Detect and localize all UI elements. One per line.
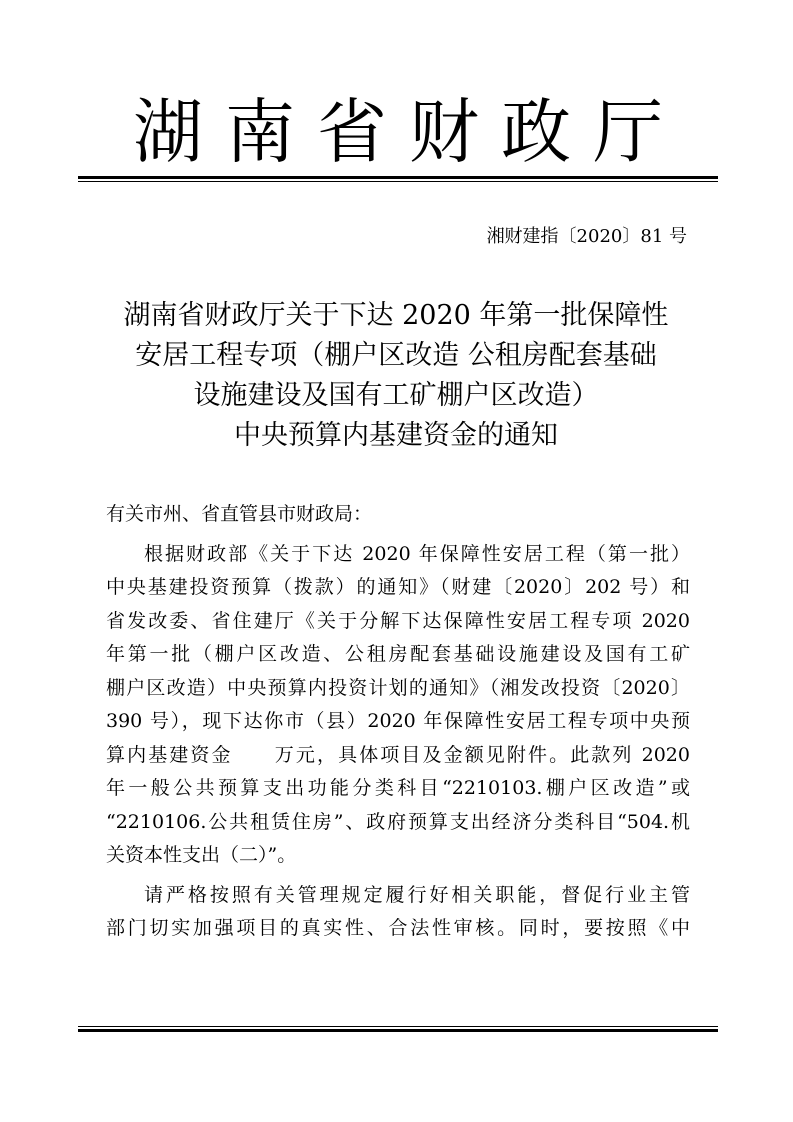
header-rule-thick bbox=[78, 176, 718, 179]
document-body bbox=[106, 498, 690, 946]
paragraph-2 bbox=[106, 879, 690, 946]
paragraph-line: 根据财政部《关于下达 2020 年保障性安居工程（第一批） bbox=[144, 542, 690, 565]
footer-rule-thin bbox=[78, 1026, 718, 1027]
document-number: 湘财建指〔2020〕81 号 bbox=[486, 226, 687, 247]
title-line: 湖南省财政厅关于下达 2020 年第一批保障性 bbox=[123, 300, 669, 331]
title-line: 中央预算内基建资金的通知 bbox=[234, 420, 558, 451]
paragraph-line: 年第一批（棚户区改造、公租房配套基础设施建设及国有工矿 bbox=[106, 643, 690, 665]
title-line: 设施建设及国有工矿棚户区改造） bbox=[193, 380, 599, 411]
title-line: 安居工程专项（棚户区改造 公租房配套基础 bbox=[135, 340, 657, 371]
header-rule-thin bbox=[78, 181, 718, 182]
paragraph-line: 棚户区改造）中央预算内投资计划的通知》（湘发改投资〔2020〕 bbox=[106, 676, 690, 699]
addressee: 有关市州、省直管县市财政局： bbox=[106, 503, 373, 525]
document-title bbox=[96, 296, 696, 456]
paragraph-line: 年一般公共预算支出功能分类科目“2210103.棚户区改造”或 bbox=[106, 777, 690, 799]
paragraph-1 bbox=[106, 538, 690, 873]
paragraph-line: 省发改委、省住建厅《关于分解下达保障性安居工程专项 2020 bbox=[106, 609, 690, 632]
paragraph-line: “2210106.公共租赁住房”、政府预算支出经济分类科目“504.机 bbox=[106, 810, 690, 833]
paragraph-line: 中央基建投资预算（拨款）的通知》（财建〔2020〕202 号）和 bbox=[106, 576, 690, 598]
paragraph-line: 部门切实加强项目的真实性、合法性审核。同时，要按照《中 bbox=[106, 917, 690, 939]
paragraph-line: 请严格按照有关管理规定履行好相关职能，督促行业主管 bbox=[144, 883, 690, 906]
footer-rule-thick bbox=[78, 1029, 718, 1032]
issuing-authority-header: 湖南省财政厅 bbox=[133, 91, 685, 173]
paragraph-line: 390 号），现下达你市（县）2020 年保障性安居工程专项中央预 bbox=[106, 710, 690, 732]
paragraph-line: 算内基建资金 万元，具体项目及金额见附件。此款列 2020 bbox=[106, 743, 690, 766]
paragraph-line: 关资本性支出（二）”。 bbox=[106, 844, 297, 866]
